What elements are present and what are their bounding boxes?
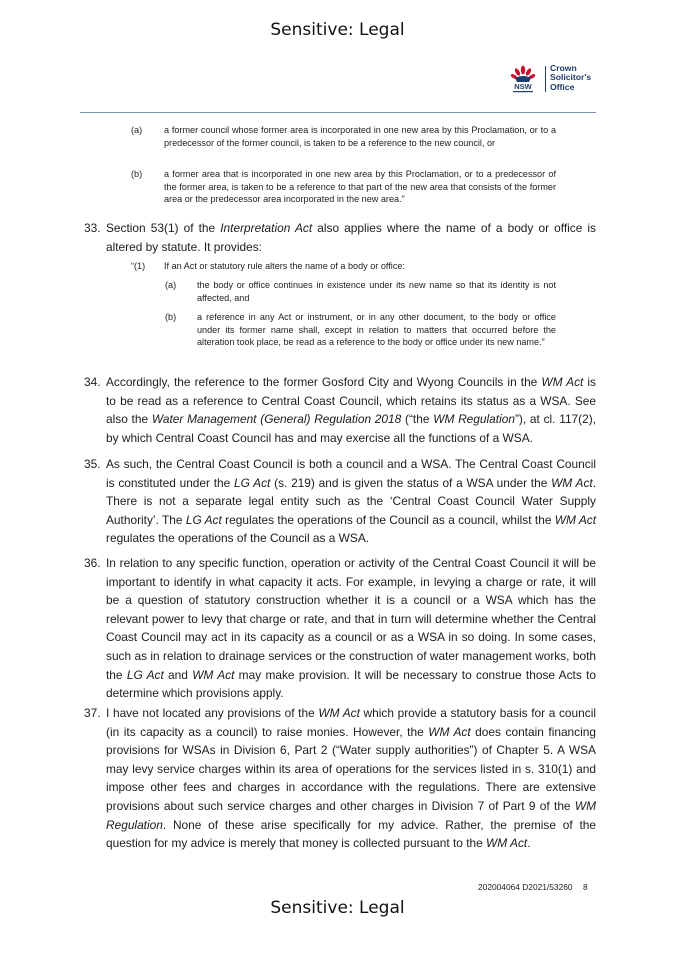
crown-solicitors-office-logo [508,64,600,94]
paragraph-body [106,554,596,703]
quote1-b-label: (b) [131,169,143,179]
act-name: LG Act [185,512,222,527]
text-run: does contain financing provisions for WSAs in Division 6, Part 2 (“Water supply authorities”) of Chapter 5. A WSA may levy service charges within its area of operations for the services listed in s. 310(1) and impose other fees and charges in accordance with the regulations. There are extensive provisions about such service charges and other charges in Division 7 of Part 9 of the [106,724,596,813]
paragraph-number: 37. [84,706,101,720]
paragraph-number: 34. [84,375,101,389]
nsw-waratah-icon [508,64,538,94]
logo-wordmark [550,64,591,92]
text-run: In relation to any specific function, operation or activity of the Central Coast Council it will be important to identify in what capacity it acts. For example, in levying a charge or rate, it will be a question of statutory construction whether it is a council or a WSA which has the relevant power to levy that charge or rate, and that in turn will determine whether the Central Coast Council may act in its capacity as a council or as a WSA in so doing. In some cases, such as in relation to drainage services or the construction of water management works, both the [106,556,596,682]
quote1-b-text: a former area that is incorporated in one new area by this Proclamation, or to a predecessor of the former area, is taken to be a reference to that part of the new area that consists of the former area or the predecessor area incorporated in the new area.” [164,169,556,205]
quote2-a-label: (a) [165,280,177,290]
act-name: LG Act [126,667,164,682]
paragraph-number: 33. [84,221,101,235]
act-name: WM Act [541,375,584,389]
logo-line-2: Solicitor's [550,72,592,83]
page-number: 8 [583,882,588,892]
classification-header: Sensitive: Legal [270,20,405,40]
text-run: As such, the Central Coast Council is both a council and a WSA. The Central Coast Council is constituted under the [106,457,596,490]
classification-footer: Sensitive: Legal [270,898,405,918]
text-run: . There is not a separate legal entity such as the ‘Central Coast Council Water Supply Authority’. The [106,475,597,527]
header-rule [80,112,596,113]
act-name: WM Act [486,836,528,851]
text-run: may make provision. It will be necessary to construe those Acts to determine which provisions apply. [106,667,596,701]
text-run: . [527,836,531,851]
act-name: WM Act [554,512,596,527]
text-run: regulates the operations of the Council as a WSA. [106,531,370,546]
text-run: is to be read as a reference to Central Coast Council, which retains its status as a WSA. See also the [106,375,596,427]
quote2-b-text: a reference in any Act or instrument, or in any other document, to the body or office under its former name shall, except in relation to matters that occurred before the alteration took place, be read as a reference to the body or office under its new name.” [197,312,556,348]
act-name: WM Regulation [106,798,596,832]
paragraph-body [106,704,596,853]
logo-line-1: Crown [550,63,577,73]
text-run: and [163,667,193,682]
quote2-b-label: (b) [165,312,177,322]
act-name: WM Act [192,667,235,682]
text-run: regulates the operations of the Council as a council, whilst the [221,512,555,527]
act-name: WM Act [428,724,471,739]
act-name: Water Management (General) Regulation 2018 [151,412,402,427]
quote2-a-text: the body or office continues in existence under its new name so that its identity is not affected, and [197,280,556,303]
paragraph-body [106,219,596,256]
text-run: Section 53(1) of the [106,221,221,235]
act-name: WM Act [551,475,593,490]
quote1-a-text: a former council whose former area is incorporated in one new area by this Proclamation, or to a predecessor of the former council, is taken to be a reference to the new council, or [164,125,556,148]
logo-separator [545,66,546,92]
quote1-a-label: (a) [131,125,143,135]
paragraph-body [106,373,596,447]
text-run: which provide a statutory basis for a council (in its capacity as a council) to raise monies. However, the [106,706,597,739]
logo-line-3: Office [550,81,575,92]
text-run: ”), at cl. 117(2), by which Central Coast Council has and may exercise all the functions of a WSA. [106,412,597,445]
document-reference: 202004064 D2021/53260 [478,882,573,892]
text-run: (s. 219) and is given the status of a WSA under the [270,475,552,490]
act-name: WM Act [318,706,360,720]
paragraph-number: 35. [84,457,101,471]
quote2-lead-label: “(1) [131,261,146,271]
paragraph-body [106,455,596,548]
text-run: . None of these arise specifically for my advice. Rather, the premise of the question for my advice is merely that money is collected pursuant to the [106,817,596,851]
text-run: (“the [401,412,434,427]
text-run: Accordingly, the reference to the former Gosford City and Wyong Councils in the [106,375,542,389]
text-run: also applies where the name of a body or office is altered by statute. It provides: [106,221,597,254]
act-name: LG Act [234,475,271,490]
paragraph-number: 36. [84,556,101,570]
act-name: WM Regulation [433,412,515,427]
act-name: Interpretation Act [220,221,313,235]
quote2-lead-text: If an Act or statutory rule alters the name of a body or office: [164,261,405,271]
svg-text:NSW: NSW [514,82,532,91]
text-run: I have not located any provisions of the [106,706,319,720]
